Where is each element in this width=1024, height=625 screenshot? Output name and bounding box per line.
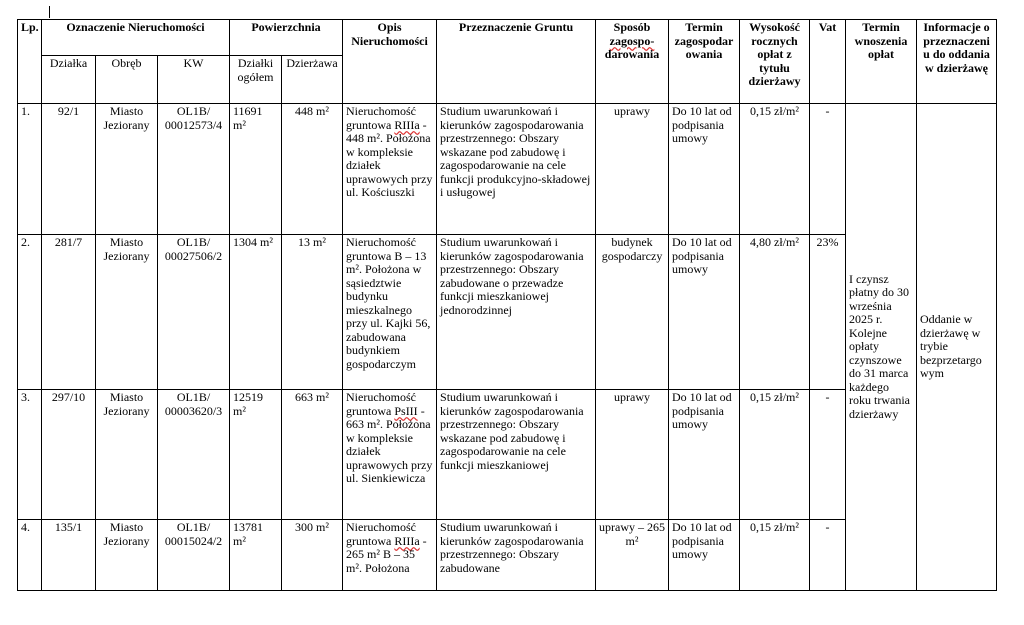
header-lp: Lp. xyxy=(18,20,42,104)
cell-dzialka: 135/1 xyxy=(42,520,96,591)
cell-informacje: Oddanie w dzierżawę w trybie bezprzetargo wym xyxy=(917,104,997,591)
cell-przeznaczenie: Studium uwarunkowań i kierunków zagospodarowania przestrzennego: Obszary wskazane pod zabudowę i zagospodarowanie na cele funkcji mieszkaniowej xyxy=(437,390,596,520)
opis-text: Nieruchomość gruntowa xyxy=(346,520,416,548)
opis-text: Nieruchomość gruntowa B – 13 m². Położona w sąsiedztwie budynku mieszkalnego przy ul. Kajki 56, zabudowana budynkiem gospodarczym xyxy=(346,235,431,371)
cell-dzierzawa: 448 m² xyxy=(282,104,343,235)
cell-przeznaczenie: Studium uwarunkowań i kierunków zagospodarowania przestrzennego: Obszary zabudowane o przewadze funkcji mieszkaniowej jednorodzinnej xyxy=(437,235,596,390)
opis-text: Nieruchomość gruntowa xyxy=(346,390,416,418)
cell-lp: 3. xyxy=(18,390,42,520)
opis-text: - 663 m². Położona w kompleksie działek uprawowych przy ul. Sienkiewicza xyxy=(346,403,433,485)
cell-vat: - xyxy=(810,390,846,520)
header-dzialka: Działka xyxy=(42,56,96,104)
header-dzierzawa: Dzierżawa xyxy=(282,56,343,104)
cell-kw: OL1B/ 00015024/2 xyxy=(158,520,230,591)
cell-vat: 23% xyxy=(810,235,846,390)
cell-termin-oplat: I czynsz płatny do 30 września 2025 r. Kolejne opłaty czynszowe do 31 marca każdego roku trwania dzierżawy xyxy=(846,104,917,591)
opis-text: Nieruchomość gruntowa xyxy=(346,104,416,132)
cell-opis xyxy=(343,390,437,520)
cell-ogolem: 12519 m² xyxy=(230,390,282,520)
cell-obreb: Miasto Jeziorany xyxy=(96,390,158,520)
header-informacje: Informacje o przeznaczeni u do oddania w dzierżawę xyxy=(917,20,997,104)
cell-ogolem: 1304 m² xyxy=(230,235,282,390)
cell-obreb: Miasto Jeziorany xyxy=(96,104,158,235)
cell-obreb: Miasto Jeziorany xyxy=(96,235,158,390)
header-przeznaczenie: Przeznaczenie Gruntu xyxy=(437,20,596,104)
cell-ogolem: 13781 m² xyxy=(230,520,282,591)
cell-termin: Do 10 lat od podpisania umowy xyxy=(669,520,740,591)
cell-kw: OL1B/ 00012573/4 xyxy=(158,104,230,235)
cell-oplata: 4,80 zł/m² xyxy=(740,235,810,390)
cell-lp: 2. xyxy=(18,235,42,390)
cell-dzialka: 92/1 xyxy=(42,104,96,235)
cell-dzierzawa: 663 m² xyxy=(282,390,343,520)
cell-oplata: 0,15 zł/m² xyxy=(740,104,810,235)
header-vat: Vat xyxy=(810,20,846,104)
cell-lp: 4. xyxy=(18,520,42,591)
cell-dzierzawa: 300 m² xyxy=(282,520,343,591)
cell-opis xyxy=(343,520,437,591)
header-sposob: Sposób zagospo- darowania xyxy=(596,20,669,104)
cell-oplata: 0,15 zł/m² xyxy=(740,390,810,520)
soil-class: RIIIa xyxy=(394,117,420,132)
cell-lp: 1. xyxy=(18,104,42,235)
header-obreb: Obręb xyxy=(96,56,158,104)
cell-termin: Do 10 lat od podpisania umowy xyxy=(669,390,740,520)
cell-opis xyxy=(343,235,437,390)
cell-przeznaczenie: Studium uwarunkowań i kierunków zagospodarowania przestrzennego: Obszary wskazane pod zabudowę i zagospodarowanie na cele funkcji produkcyjno-składowej i usługowej xyxy=(437,104,596,235)
text-cursor xyxy=(49,6,50,18)
opis-text: - 265 m² B – 35 m². Położona xyxy=(346,533,427,575)
table-row xyxy=(18,104,997,235)
cell-termin: Do 10 lat od podpisania umowy xyxy=(669,104,740,235)
opis-text: - 448 m². Położona w kompleksie działek uprawowych przy ul. Kościuszki xyxy=(346,117,433,199)
soil-class: PsIII xyxy=(394,403,418,418)
cell-vat: - xyxy=(810,520,846,591)
cell-vat: - xyxy=(810,104,846,235)
header-termin-zagosp: Termin zagospodar owania xyxy=(669,20,740,104)
cell-obreb: Miasto Jeziorany xyxy=(96,520,158,591)
cell-kw: OL1B/ 00027506/2 xyxy=(158,235,230,390)
soil-class: RIIIa xyxy=(394,533,420,548)
lease-table xyxy=(17,19,997,591)
cell-kw: OL1B/ 00003620/3 xyxy=(158,390,230,520)
cell-dzierzawa: 13 m² xyxy=(282,235,343,390)
cell-sposob: uprawy xyxy=(596,390,669,520)
cell-sposob: uprawy xyxy=(596,104,669,235)
header-oznaczenie: Oznaczenie Nieruchomości xyxy=(42,20,230,56)
header-opis: Opis Nieruchomości xyxy=(343,20,437,104)
cell-sposob: budynek gospodarczy xyxy=(596,235,669,390)
cell-przeznaczenie: Studium uwarunkowań i kierunków zagospodarowania przestrzennego: Obszary zabudowane xyxy=(437,520,596,591)
header-row-main xyxy=(18,20,997,56)
cell-sposob: uprawy – 265 m² xyxy=(596,520,669,591)
cell-opis xyxy=(343,104,437,235)
cell-dzialka: 281/7 xyxy=(42,235,96,390)
cell-ogolem: 11691 m² xyxy=(230,104,282,235)
cell-dzialka: 297/10 xyxy=(42,390,96,520)
header-powierzchnia: Powierzchnia xyxy=(230,20,343,56)
cell-termin: Do 10 lat od podpisania umowy xyxy=(669,235,740,390)
header-termin-oplat: Termin wnoszenia opłat xyxy=(846,20,917,104)
header-dzialki-ogolem: Działki ogółem xyxy=(230,56,282,104)
header-wysokosc: Wysokość rocznych opłat z tytułu dzierżawy xyxy=(740,20,810,104)
header-kw: KW xyxy=(158,56,230,104)
cell-oplata: 0,15 zł/m² xyxy=(740,520,810,591)
